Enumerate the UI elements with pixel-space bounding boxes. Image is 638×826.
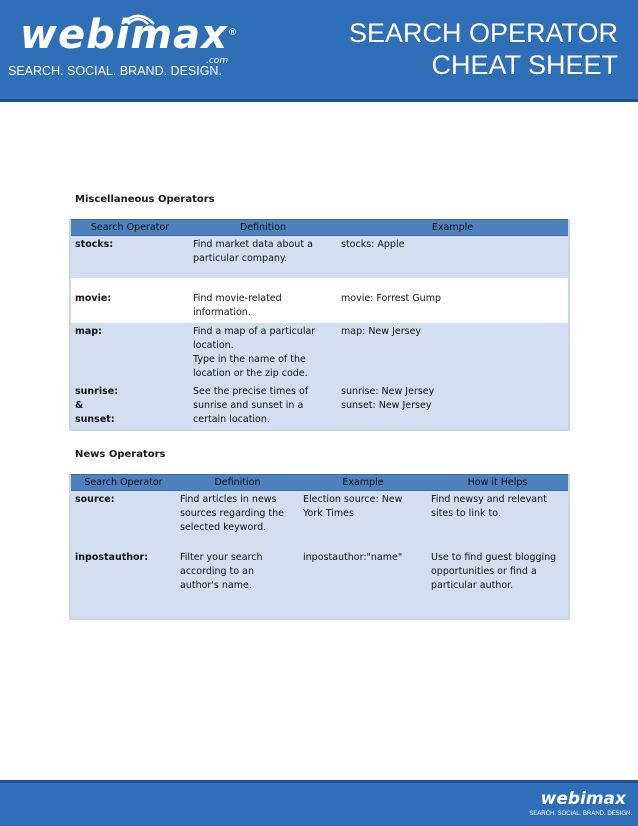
table-row: [70, 236, 569, 278]
operator-cell: stocks:: [70, 236, 189, 278]
operator-cell: inpostauthor:: [70, 539, 176, 619]
operator-cell: movie:: [70, 278, 189, 323]
column-header: Example: [299, 475, 427, 491]
registered-mark: ®: [228, 28, 237, 38]
definition-cell: Filter your search according to an author's name.: [176, 539, 299, 619]
example-cell: map: New Jersey: [337, 323, 569, 383]
column-header: How it Helps: [427, 475, 569, 491]
helps-cell: Find newsy and relevant sites to link to.: [427, 491, 569, 539]
footer-tagline: SEARCH. SOCIAL. BRAND. DESIGN.: [529, 811, 632, 817]
helps-cell: Use to find guest blogging opportunities or find a particular author.: [427, 539, 569, 619]
news-operators-table: [69, 474, 570, 620]
example-cell: stocks: Apple: [337, 236, 569, 278]
definition-cell: Find a map of a particular location. Type in the name of the location or the zip code.: [189, 323, 337, 383]
example-cell: Election source: New York Times: [299, 491, 427, 539]
operator-cell: source:: [70, 491, 176, 539]
page-footer: [0, 780, 638, 826]
definition-cell: Find movie-related information.: [189, 278, 337, 323]
logo-domain: .com: [206, 56, 229, 66]
page-header: [0, 0, 638, 102]
table-row: [70, 491, 569, 539]
page-title-line2: CHEAT SHEET: [431, 50, 618, 80]
header-tagline: SEARCH. SOCIAL. BRAND. DESIGN.: [8, 64, 222, 78]
definition-cell: Find articles in news sources regarding the selected keyword.: [176, 491, 299, 539]
definition-cell: See the precise times of sunrise and sunset in a certain location.: [189, 383, 337, 430]
example-cell: sunrise: New Jersey sunset: New Jersey: [337, 383, 569, 430]
table-row: [70, 278, 569, 323]
misc-operators-table: [69, 219, 570, 431]
example-cell: movie: Forrest Gump: [337, 278, 569, 323]
table-row: [70, 323, 569, 383]
webimax-logo: webimax: [20, 12, 228, 58]
column-header: Definition: [176, 475, 299, 491]
table-row: [70, 383, 569, 430]
operator-cell: sunrise: & sunset:: [70, 383, 189, 430]
news-operators-heading: News Operators: [75, 449, 166, 460]
column-header: Search Operator: [70, 220, 189, 236]
footer-logo: webimax: [540, 789, 626, 809]
column-header: Search Operator: [70, 475, 176, 491]
page-title-line1: SEARCH OPERATOR: [348, 18, 618, 48]
operator-cell: map:: [70, 323, 189, 383]
column-header: Definition: [189, 220, 337, 236]
column-header: Example: [337, 220, 569, 236]
table-row: [70, 539, 569, 619]
definition-cell: Find market data about a particular company.: [189, 236, 337, 278]
misc-operators-heading: Miscellaneous Operators: [75, 194, 215, 205]
example-cell: inpostauthor:"name": [299, 539, 427, 619]
